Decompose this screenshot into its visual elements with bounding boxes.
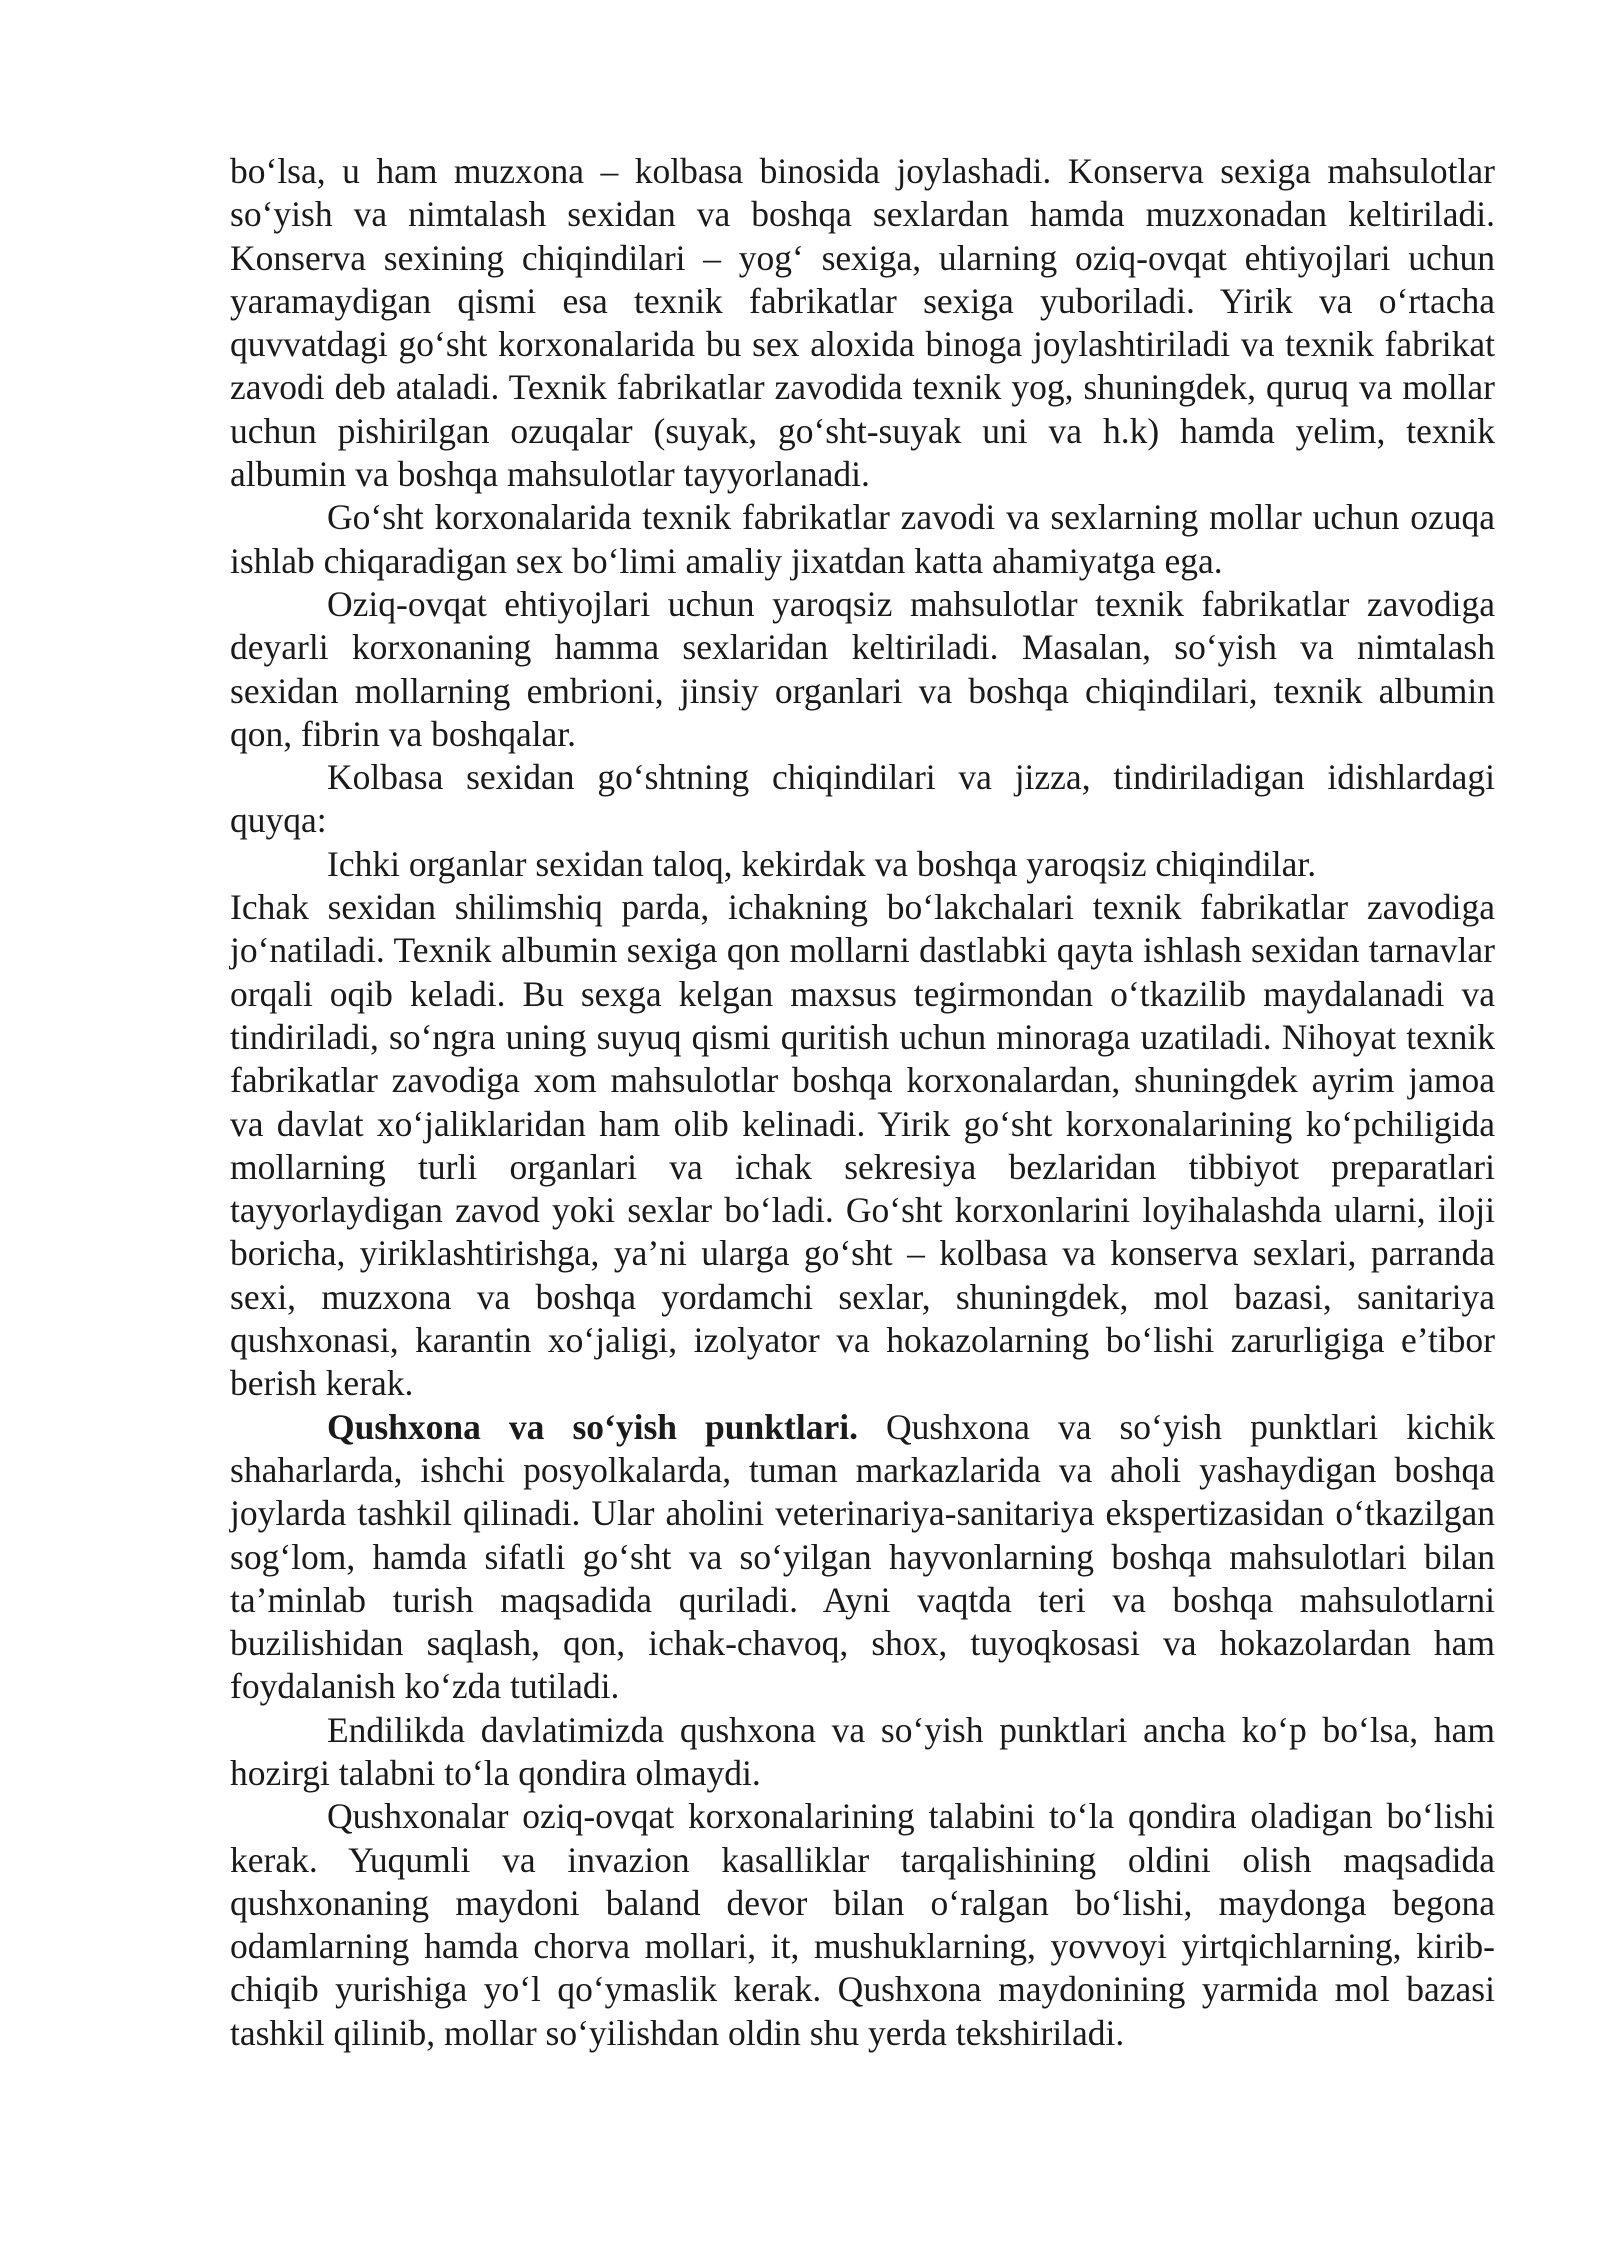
paragraph-1: bo‘lsa, u ham muzxona – kolbasa binosida joylashadi. Konserva sexiga mahsulotlar so‘yish va nimtalash sexidan va boshqa sexlardan hamda muzxonadan keltiriladi. Konserva sexining chiqindilari – yog‘ sexiga, ularning oziq-ovqat ehtiyojlari uchun yaramaydigan qismi esa texnik fabrikatlar sexiga yuboriladi. Yirik va o‘rtacha quvvatdagi go‘sht korxonalarida bu sex aloxida binoga joylashtiriladi va texnik fabrikat zavodi deb ataladi. Texnik fabrikatlar zavodida texnik yog, shuningdek, quruq va mollar uchun pishirilgan ozuqalar (suyak, go‘sht-suyak uni va h.k) hamda yelim, texnik albumin va boshqa mahsulotlar tayyorlanadi.	[230, 151, 1495, 495]
paragraph-9: Qushxonalar oziq-ovqat korxonalarining talabini to‘la qondira oladigan bo‘lishi kerak. Yuqumli va invazion kasalliklar tarqalishining oldini olish maqsadida qushxonaning maydoni baland devor bilan o‘ralgan bo‘lishi, maydonga begona odamlarning hamda chorva mollari, it, mushuklarning, yovvoyi yirtqichlarning, kirib-chiqib yurishiga yo‘l qo‘ymaslik kerak. Qushxona maydonining yarmida mol bazasi tashkil qilinib, mollar so‘yilishdan oldin shu yerda tekshiriladi.	[230, 1796, 1495, 2053]
paragraph-4: Kolbasa sexidan go‘shtning chiqindilari va jizza, tindiriladigan idishlardagi quyqa:	[230, 757, 1495, 841]
paragraph-8: Endilikda davlatimizda qushxona va so‘yish punktlari ancha ko‘p bo‘lsa, ham hozirgi talabni to‘la qondira olmaydi.	[230, 1709, 1495, 1793]
document-page	[230, 150, 1495, 2055]
paragraph-7-section	[230, 1406, 1495, 1709]
section-heading: Qushxona va so‘yish punktlari.	[327, 1406, 858, 1447]
paragraph-3: Oziq-ovqat ehtiyojlari uchun yaroqsiz mahsulotlar texnik fabrikatlar zavodiga deyarli korxonaning hamma sexlaridan keltiriladi. Masalan, so‘yish va nimtalash sexidan mollarning embrioni, jinsiy organlari va boshqa chiqindilari, texnik albumin qon, fibrin va boshqalar.	[230, 583, 1495, 754]
paragraph-7-text: Qushxona va so‘yish punktlari kichik shaharlarda, ishchi posyolkalarda, tuman markazlarida va aholi yashaydigan boshqa joylarda tashkil qilinadi. Ular aholini veterinariya-sanitariya ekspertizasidan o‘tkazilgan sog‘lom, hamda sifatli go‘sht va so‘yilgan hayvonlarning boshqa mahsulotlari bilan ta’minlab turish maqsadida quriladi. Ayni vaqtda teri va boshqa mahsulotlarni buzilishidan saqlash, qon, ichak-chavoq, shox, tuyoqkosasi va hokazolardan ham foydalanish ko‘zda tutiladi.	[230, 1406, 1496, 1707]
paragraph-5: Ichki organlar sexidan taloq, kekirdak va boshqa yaroqsiz chiqindilar.	[327, 843, 1317, 884]
paragraph-6: Ichak sexidan shilimshiq parda, ichakning bo‘lakchalari texnik fabrikatlar zavodiga jo‘natiladi. Texnik albumin sexiga qon mollarni dastlabki qayta ishlash sexidan tarnavlar orqali oqib keladi. Bu sexga kelgan maxsus tegirmondan o‘tkazilib maydalanadi va tindiriladi, so‘ngra uning suyuq qismi quritish uchun minoraga uzatiladi. Nihoyat texnik fabrikatlar zavodiga xom mahsulotlar boshqa korxonalardan, shuningdek ayrim jamoa va davlat xo‘jaliklaridan ham olib kelinadi. Yirik go‘sht korxonalarining ko‘pchiligida mollarning turli organlari va ichak sekresiya bezlaridan tibbiyot preparatlari tayyorlaydigan zavod yoki sexlar bo‘ladi. Go‘sht korxonlarini loyihalashda ularni, iloji boricha, yiriklashtirishga, ya’ni ularga go‘sht – kolbasa va konserva sexlari, parranda sexi, muzxona va boshqa yordamchi sexlar, shuningdek, mol bazasi, sanitariya qushxonasi, karantin xo‘jaligi, izolyator va hokazolarning bo‘lishi zarurligiga e’tibor berish kerak.	[230, 887, 1495, 1404]
paragraph-2: Go‘sht korxonalarida texnik fabrikatlar zavodi va sexlarning mollar uchun ozuqa ishlab chiqaradigan sex bo‘limi amaliy jixatdan katta ahamiyatga ega.	[230, 497, 1495, 581]
